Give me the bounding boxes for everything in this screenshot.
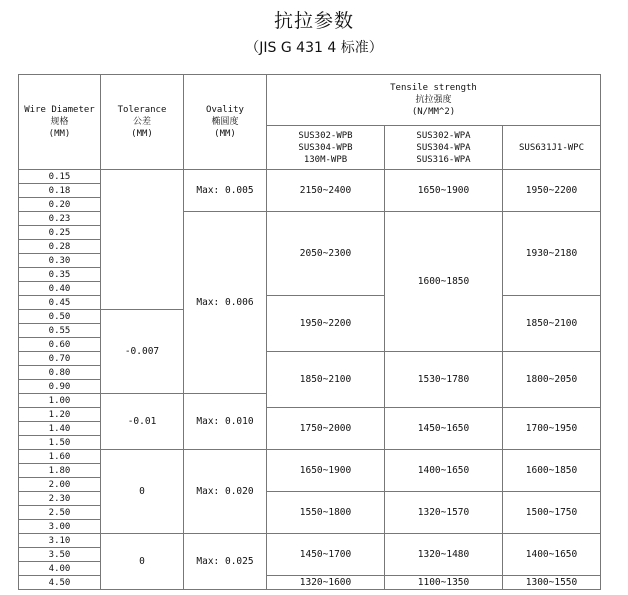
header-ovality — [184, 75, 267, 170]
table-row — [19, 170, 601, 184]
header-ovality-unit: (MM) — [214, 129, 236, 139]
tensile-wpa-cell: 1530~1780 — [385, 352, 503, 408]
tensile-wpa-cell: 1400~1650 — [385, 450, 503, 492]
grade-label: SUS302-WPA — [416, 130, 471, 141]
tensile-wpb-cell: 1320~1600 — [267, 576, 385, 590]
tolerance-cell — [101, 170, 184, 310]
diameter-cell: 0.35 — [19, 268, 101, 282]
tensile-spec-table — [18, 74, 601, 590]
page-title: 抗拉参数 — [273, 10, 354, 32]
header-ovality-cn: 椭圆度 — [211, 117, 239, 127]
diameter-cell: 0.20 — [19, 198, 101, 212]
tensile-wpc-cell: 1850~2100 — [503, 296, 601, 352]
table-row — [19, 534, 601, 548]
tolerance-cell: -0.007 — [101, 310, 184, 394]
grade-label: SUS304-WPB — [298, 142, 353, 153]
header-wire-diameter-en: Wire Diameter — [24, 105, 95, 115]
header-grade-wpb — [267, 126, 385, 170]
tensile-wpc-cell: 1400~1650 — [503, 534, 601, 576]
diameter-cell: 3.00 — [19, 520, 101, 534]
diameter-cell: 2.50 — [19, 506, 101, 520]
ovality-cell: Max: 0.025 — [184, 534, 267, 590]
diameter-cell: 0.40 — [19, 282, 101, 296]
tensile-wpc-cell: 1600~1850 — [503, 450, 601, 492]
tensile-wpa-cell: 1100~1350 — [385, 576, 503, 590]
tensile-wpa-cell: 1320~1570 — [385, 492, 503, 534]
tensile-wpb-cell: 2150~2400 — [267, 170, 385, 212]
diameter-cell: 4.50 — [19, 576, 101, 590]
header-row — [19, 75, 601, 126]
diameter-cell: 0.23 — [19, 212, 101, 226]
tensile-wpb-cell: 1650~1900 — [267, 450, 385, 492]
page-subtitle: （JIS G 431 4 标准） — [245, 40, 383, 56]
tensile-wpb-cell: 1850~2100 — [267, 352, 385, 408]
diameter-cell: 3.10 — [19, 534, 101, 548]
diameter-cell: 0.45 — [19, 296, 101, 310]
tensile-wpc-cell: 1700~1950 — [503, 408, 601, 450]
header-grade-wpc — [503, 126, 601, 170]
tensile-wpa-cell: 1320~1480 — [385, 534, 503, 576]
header-tolerance-cn: 公差 — [132, 117, 151, 127]
diameter-cell: 1.60 — [19, 450, 101, 464]
tensile-wpa-cell: 1600~1850 — [385, 212, 503, 352]
diameter-cell: 1.80 — [19, 464, 101, 478]
grade-label: SUS631J1-WPC — [518, 142, 585, 153]
table-row — [19, 450, 601, 464]
tensile-wpc-cell: 1800~2050 — [503, 352, 601, 408]
table-body — [19, 75, 601, 590]
diameter-cell: 0.15 — [19, 170, 101, 184]
grade-label: SUS304-WPA — [416, 142, 471, 153]
tolerance-cell: 0 — [101, 534, 184, 590]
diameter-cell: 0.60 — [19, 338, 101, 352]
diameter-cell: 0.25 — [19, 226, 101, 240]
header-tensile-unit: (N/MM^2) — [411, 107, 456, 117]
diameter-cell: 0.30 — [19, 254, 101, 268]
ovality-cell: Max: 0.020 — [184, 450, 267, 534]
tensile-wpc-cell: 1500~1750 — [503, 492, 601, 534]
grade-label: 130M-WPB — [303, 154, 348, 165]
header-tensile-en: Tensile strength — [390, 83, 477, 93]
header-wire-diameter-cn: 规格 — [50, 117, 69, 127]
grade-label: SUS302-WPB — [298, 130, 353, 141]
diameter-cell: 1.40 — [19, 422, 101, 436]
header-tolerance-en: Tolerance — [117, 105, 167, 115]
header-grade-wpa — [385, 126, 503, 170]
diameter-cell: 0.90 — [19, 380, 101, 394]
tensile-wpa-cell: 1650~1900 — [385, 170, 503, 212]
ovality-cell: Max: 0.006 — [184, 212, 267, 394]
tensile-wpb-cell: 1950~2200 — [267, 296, 385, 352]
ovality-cell: Max: 0.010 — [184, 394, 267, 450]
header-tensile-strength — [267, 75, 601, 126]
diameter-cell: 0.55 — [19, 324, 101, 338]
header-ovality-en: Ovality — [206, 105, 244, 115]
tensile-wpa-cell: 1450~1650 — [385, 408, 503, 450]
header-tolerance — [101, 75, 184, 170]
tensile-wpc-cell: 1300~1550 — [503, 576, 601, 590]
grade-label: SUS316-WPA — [416, 154, 471, 165]
header-wire-diameter — [19, 75, 101, 170]
tensile-wpc-cell: 1930~2180 — [503, 212, 601, 296]
diameter-cell: 4.00 — [19, 562, 101, 576]
diameter-cell: 2.00 — [19, 478, 101, 492]
tensile-wpc-cell: 1950~2200 — [503, 170, 601, 212]
tensile-wpb-cell: 1750~2000 — [267, 408, 385, 450]
ovality-cell: Max: 0.005 — [184, 170, 267, 212]
header-tolerance-unit: (MM) — [131, 129, 153, 139]
tensile-wpb-cell: 2050~2300 — [267, 212, 385, 296]
diameter-cell: 1.20 — [19, 408, 101, 422]
diameter-cell: 1.50 — [19, 436, 101, 450]
tolerance-cell: 0 — [101, 450, 184, 534]
header-tensile-cn: 抗拉强度 — [415, 95, 452, 105]
diameter-cell: 2.30 — [19, 492, 101, 506]
header-wire-diameter-unit: (MM) — [48, 129, 71, 139]
diameter-cell: 0.80 — [19, 366, 101, 380]
tensile-wpb-cell: 1550~1800 — [267, 492, 385, 534]
diameter-cell: 0.18 — [19, 184, 101, 198]
diameter-cell: 3.50 — [19, 548, 101, 562]
tolerance-cell: -0.01 — [101, 394, 184, 450]
diameter-cell: 1.00 — [19, 394, 101, 408]
diameter-cell: 0.50 — [19, 310, 101, 324]
tensile-wpb-cell: 1450~1700 — [267, 534, 385, 576]
diameter-cell: 0.28 — [19, 240, 101, 254]
diameter-cell: 0.70 — [19, 352, 101, 366]
